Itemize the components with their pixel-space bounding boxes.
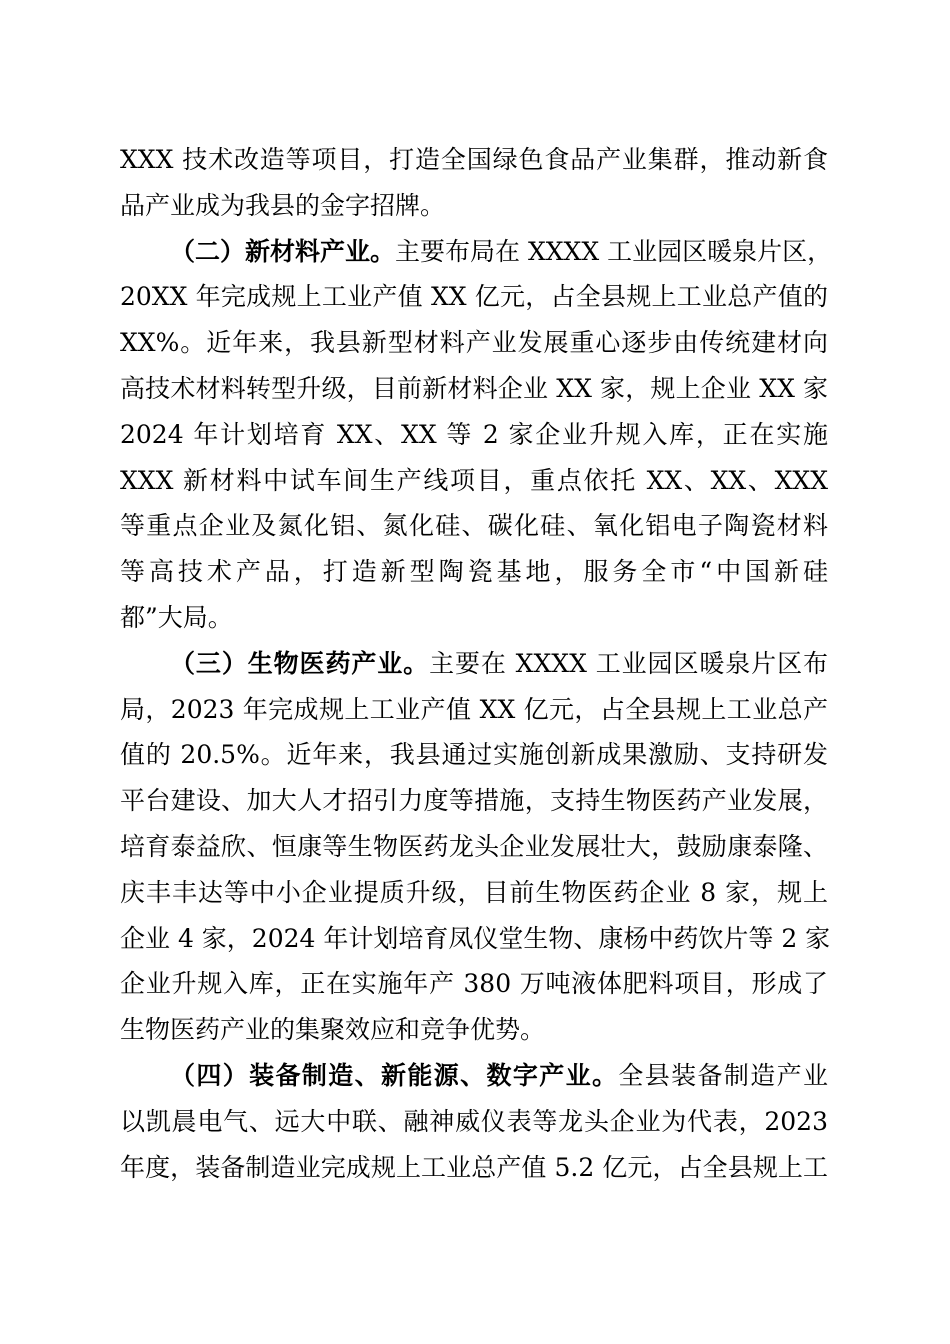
text-line: 等重点企业及氮化铝、氮化硅、碳化硅、氧化铝电子陶瓷材料 <box>120 511 828 541</box>
text-line: 庆丰丰达等中小企业提质升级，目前生物医药企业 8 家，规上 <box>120 877 828 907</box>
text-line: 品产业成为我县的金字招牌。 <box>120 190 446 220</box>
text-line: 企业升规入库，正在实施年产 380 万吨液体肥料项目，形成了 <box>120 969 828 999</box>
paragraph-first-line <box>120 229 833 275</box>
text-line: 生物医药产业的集聚效应和竞争优势。 <box>120 1015 546 1045</box>
text-line: 2024 年计划培育 XX、XX 等 2 家企业升规入库，正在实施 <box>120 419 828 449</box>
paragraph-first-line <box>120 641 828 687</box>
text-line: 以凯晨电气、远大中联、融神威仪表等龙头企业为代表，2023 <box>120 1106 828 1136</box>
text-run: 主要在 XXXX 工业园区暖泉片区布 <box>429 648 828 678</box>
text-line: 培育泰益欣、恒康等生物医药龙头企业发展壮大，鼓励康泰隆、 <box>120 831 828 861</box>
section-heading: （二）新材料产业。 <box>170 236 396 266</box>
section-heading: （三）生物医药产业。 <box>170 648 430 678</box>
text-line: 都”大局。 <box>120 602 233 632</box>
text-line: 高技术材料转型升级，目前新材料企业 XX 家，规上企业 XX 家 <box>120 373 828 403</box>
text-line: 年度，装备制造业完成规上工业总产值 5.2 亿元，占全县规上工 <box>120 1152 828 1182</box>
text-line: 值的 20.5%。近年来，我县通过实施创新成果激励、支持研发 <box>120 740 828 770</box>
text-line: XX%。近年来，我县新型材料产业发展重心逐步由传统建材向 <box>120 328 828 358</box>
document-body <box>120 137 833 1190</box>
text-run: 主要布局在 XXXX 工业园区暖泉片区， <box>395 236 833 266</box>
text-line: 20XX 年完成规上工业产值 XX 亿元，占全县规上工业总产值的 <box>120 282 828 312</box>
text-line: XXX 新材料中试车间生产线项目，重点依托 XX、XX、XXX <box>120 465 828 495</box>
paragraph-first-line <box>120 1053 828 1099</box>
text-line: 平台建设、加大人才招引力度等措施，支持生物医药产业发展， <box>120 786 828 816</box>
text-line: XXX 技术改造等项目，打造全国绿色食品产业集群，推动新食 <box>120 145 828 174</box>
text-line: 局，2023 年完成规上工业产值 XX 亿元，占全县规上工业总产 <box>120 694 828 724</box>
text-line: 企业 4 家，2024 年计划培育凤仪堂生物、康杨中药饮片等 2 家 <box>120 923 831 953</box>
section-heading: （四）装备制造、新能源、数字产业。 <box>170 1060 619 1090</box>
text-run: 全县装备制造产业 <box>618 1060 828 1090</box>
text-line: 等高技术产品，打造新型陶瓷基地，服务全市“中国新硅 <box>120 557 828 587</box>
